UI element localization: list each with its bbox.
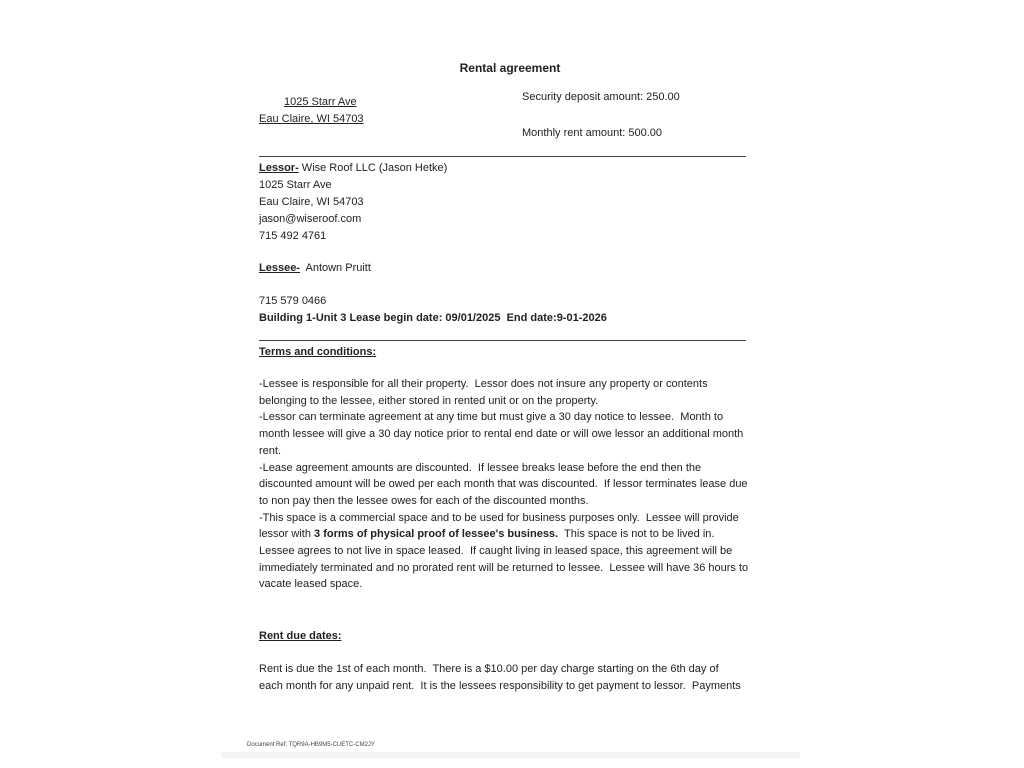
- rent-due-paragraph: [259, 661, 779, 694]
- terms-text: This space is not to be lived in.: [558, 528, 715, 541]
- terms-line: immediately terminated and no prorated rent will be returned to lessee. Lessee will have 36 hours to: [259, 561, 749, 574]
- property-address: [259, 94, 364, 128]
- rent-due-line: Rent is due the 1st of each month. There is a $10.00 per day charge starting on the 6th day of: [259, 663, 719, 675]
- lessor-address-line2: Eau Claire, WI 54703: [259, 196, 364, 208]
- divider: [259, 340, 746, 341]
- terms-bold-text: 3 forms of physical proof of lessee's business.: [314, 528, 559, 541]
- terms-line: to non pay then the lessee owes for each of the discounted months.: [259, 494, 589, 507]
- lessor-line: [259, 160, 447, 177]
- property-address-line2: Eau Claire, WI 54703: [259, 113, 364, 125]
- security-deposit: Security deposit amount: 250.00: [522, 91, 680, 103]
- lessee-block: [259, 260, 371, 277]
- lessor-phone: 715 492 4761: [259, 230, 327, 242]
- lease-dates-line: Building 1-Unit 3 Lease begin date: 09/01/2025 End date:9-01-2026: [259, 312, 607, 324]
- lessor-address-line1: 1025 Starr Ave: [259, 179, 332, 191]
- document-title: Rental agreement: [459, 61, 561, 75]
- document-reference: Document Ref: TQR9A-HB9M5-CUETC-CM2JY: [247, 742, 375, 748]
- terms-paragraph: [259, 376, 779, 593]
- terms-line: month lessee will give a 30 day notice prior to rental end date or will owe lessor an additional month: [259, 428, 744, 441]
- terms-line: discounted amount will be owed per each month that was discounted. If lessor terminates lease due: [259, 478, 748, 491]
- monthly-rent: Monthly rent amount: 500.00: [522, 127, 663, 139]
- terms-line: belonging to the lessee, either stored in rented unit or on the property.: [259, 394, 599, 407]
- lessor-block: [259, 160, 447, 245]
- terms-text: lessor with: [259, 528, 315, 541]
- terms-line-bold-phrase: [259, 526, 779, 543]
- property-address-line1: 1025 Starr Ave: [284, 96, 357, 108]
- terms-line: -Lease agreement amounts are discounted. If lessee breaks lease before the end then the: [259, 461, 702, 474]
- terms-heading: Terms and conditions:: [259, 346, 377, 358]
- terms-line: -Lessee is responsible for all their property. Lessor does not insure any property or contents: [259, 378, 708, 390]
- terms-line: Lessee agrees to not live in space leased. If caught living in leased space, this agreement will be: [259, 545, 733, 558]
- rent-due-line: each month for any unpaid rent. It is the lessees responsibility to get payment to lessor. Payments: [259, 679, 741, 692]
- lessor-name: Wise Roof LLC (Jason Hetke): [298, 162, 448, 174]
- lessor-email: jason@wiseroof.com: [259, 213, 362, 225]
- footer-band: [222, 752, 800, 758]
- lessor-heading: Lessor-: [259, 162, 299, 174]
- lessee-line: [259, 260, 371, 277]
- terms-line: -This space is a commercial space and to be used for business purposes only. Lessee will provide: [259, 511, 739, 524]
- rent-due-heading: Rent due dates:: [259, 630, 342, 642]
- divider: [259, 156, 746, 157]
- lessee-heading: Lessee-: [259, 262, 300, 274]
- terms-line: -Lessor can terminate agreement at any time but must give a 30 day notice to lessee. Month to: [259, 411, 724, 424]
- terms-line: rent.: [259, 444, 282, 457]
- lessee-phone: 715 579 0466: [259, 295, 327, 307]
- lessee-name: Antown Pruitt: [299, 262, 371, 274]
- terms-line: vacate leased space.: [259, 578, 363, 591]
